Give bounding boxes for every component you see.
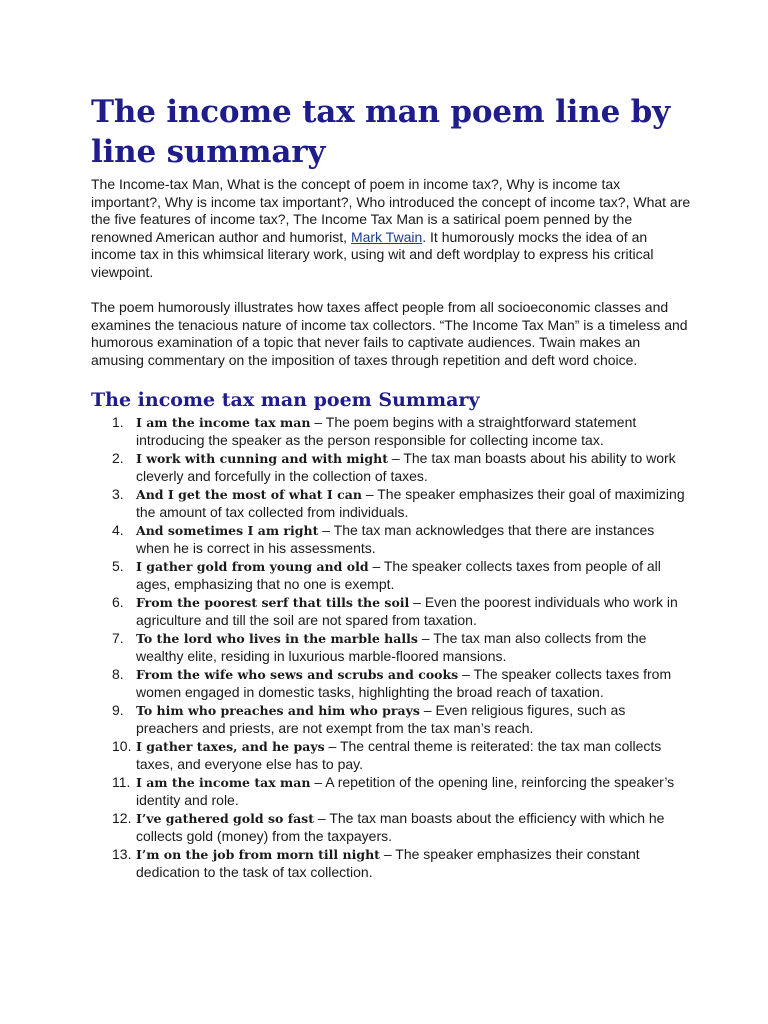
list-item <box>91 486 691 521</box>
poem-line: I am the income tax man <box>136 415 311 430</box>
poem-line: I am the income tax man <box>136 775 311 790</box>
item-number: 7. <box>112 630 124 646</box>
item-description: – Even the poorest individuals who work in agriculture and till the soil are not spared from taxation. <box>136 594 678 628</box>
poem-line: I’m on the job from morn till night <box>136 847 380 862</box>
list-item <box>91 666 691 701</box>
item-description: – The tax man boasts about the efficiency with which he collects gold (money) from the taxpayers. <box>136 810 665 844</box>
poem-line: I’ve gathered gold so fast <box>136 811 314 826</box>
mark-twain-link[interactable]: Mark Twain <box>350 228 423 245</box>
poem-line: I gather gold from young and old <box>136 559 369 574</box>
item-number: 1. <box>112 414 124 430</box>
item-number: 11. <box>112 774 131 790</box>
poem-line: And I get the most of what I can <box>136 487 362 502</box>
intro-text-after-link: . It humorously mocks the idea of an income tax in this whimsical literary work, using wit and deft wordplay to express his critical viewpoint. <box>91 228 654 280</box>
item-number: 13. <box>112 846 132 862</box>
poem-line: From the wife who sews and scrubs and cooks <box>136 667 459 682</box>
item-number: 6. <box>112 594 124 610</box>
list-item <box>91 702 691 737</box>
list-item <box>91 846 691 881</box>
item-number: 9. <box>112 702 124 718</box>
item-description: – The tax man also collects from the wealthy elite, residing in luxurious marble-floored mansions. <box>136 630 647 664</box>
item-number: 3. <box>112 486 124 502</box>
poem-line: From the poorest serf that tills the soil <box>136 595 410 610</box>
item-description: – The speaker collects taxes from people of all ages, emphasizing that no one is exempt. <box>136 558 661 592</box>
document-page <box>91 92 691 882</box>
item-number: 12. <box>112 810 132 826</box>
item-number: 5. <box>112 558 124 574</box>
poem-line: I gather taxes, and he pays <box>136 739 325 754</box>
item-description: – Even religious figures, such as preachers and priests, are not exempt from the tax man’s reach. <box>136 702 626 736</box>
list-item <box>91 594 691 629</box>
list-item <box>91 414 691 449</box>
item-description: – The speaker collects taxes from women engaged in domestic tasks, highlighting the broad reach of taxation. <box>136 666 672 700</box>
poem-line: I work with cunning and with might <box>136 451 389 466</box>
item-description: – The tax man boasts about his ability to work cleverly and forcefully in the collection of taxes. <box>136 450 676 484</box>
section-heading: The income tax man poem Summary <box>91 389 480 411</box>
list-item <box>91 738 691 773</box>
list-item <box>91 810 691 845</box>
item-number: 8. <box>112 666 124 682</box>
intro-text-before-link: The Income-tax Man, What is the concept of poem in income tax?, Why is income tax important?, Why is income tax important?, Who introduced the concept of income tax?, What are the five features of income tax?, The Income Tax Man is a satirical poem penned by the renowned American author and humorist, <box>91 176 691 245</box>
item-number: 2. <box>112 450 124 466</box>
page-title: The income tax man poem line by line summary <box>91 94 670 170</box>
item-description: – The speaker emphasizes their goal of maximizing the amount of tax collected from individuals. <box>136 486 685 520</box>
poem-line: To the lord who lives in the marble halls <box>136 631 418 646</box>
item-number: 4. <box>112 522 124 538</box>
list-item <box>91 450 691 485</box>
second-paragraph: The poem humorously illustrates how taxes affect people from all socioeconomic classes and examines the tenacious nature of income tax collectors. “The Income Tax Man” is a timeless and humorous examination of a topic that never fails to captivate audiences. Twain makes an amusing commentary on the imposition of taxes through repetition and deft word choice. <box>91 299 688 368</box>
list-item <box>91 522 691 557</box>
item-number: 10. <box>112 738 132 754</box>
list-item <box>91 774 691 809</box>
item-description: – A repetition of the opening line, reinforcing the speaker’s identity and role. <box>136 774 675 808</box>
poem-line: And sometimes I am right <box>136 523 319 538</box>
intro-paragraph <box>91 176 691 281</box>
item-description: – The central theme is reiterated: the tax man collects taxes, and everyone else has to pay. <box>136 738 662 772</box>
summary-list <box>91 414 691 881</box>
list-item <box>91 630 691 665</box>
item-description: – The poem begins with a straightforward statement introducing the speaker as the person responsible for collecting income tax. <box>136 414 637 448</box>
item-description: – The speaker emphasizes their constant dedication to the task of tax collection. <box>136 846 640 880</box>
poem-line: To him who preaches and him who prays <box>136 703 420 718</box>
item-description: – The tax man acknowledges that there are instances when he is correct in his assessments. <box>136 522 655 556</box>
list-item <box>91 558 691 593</box>
